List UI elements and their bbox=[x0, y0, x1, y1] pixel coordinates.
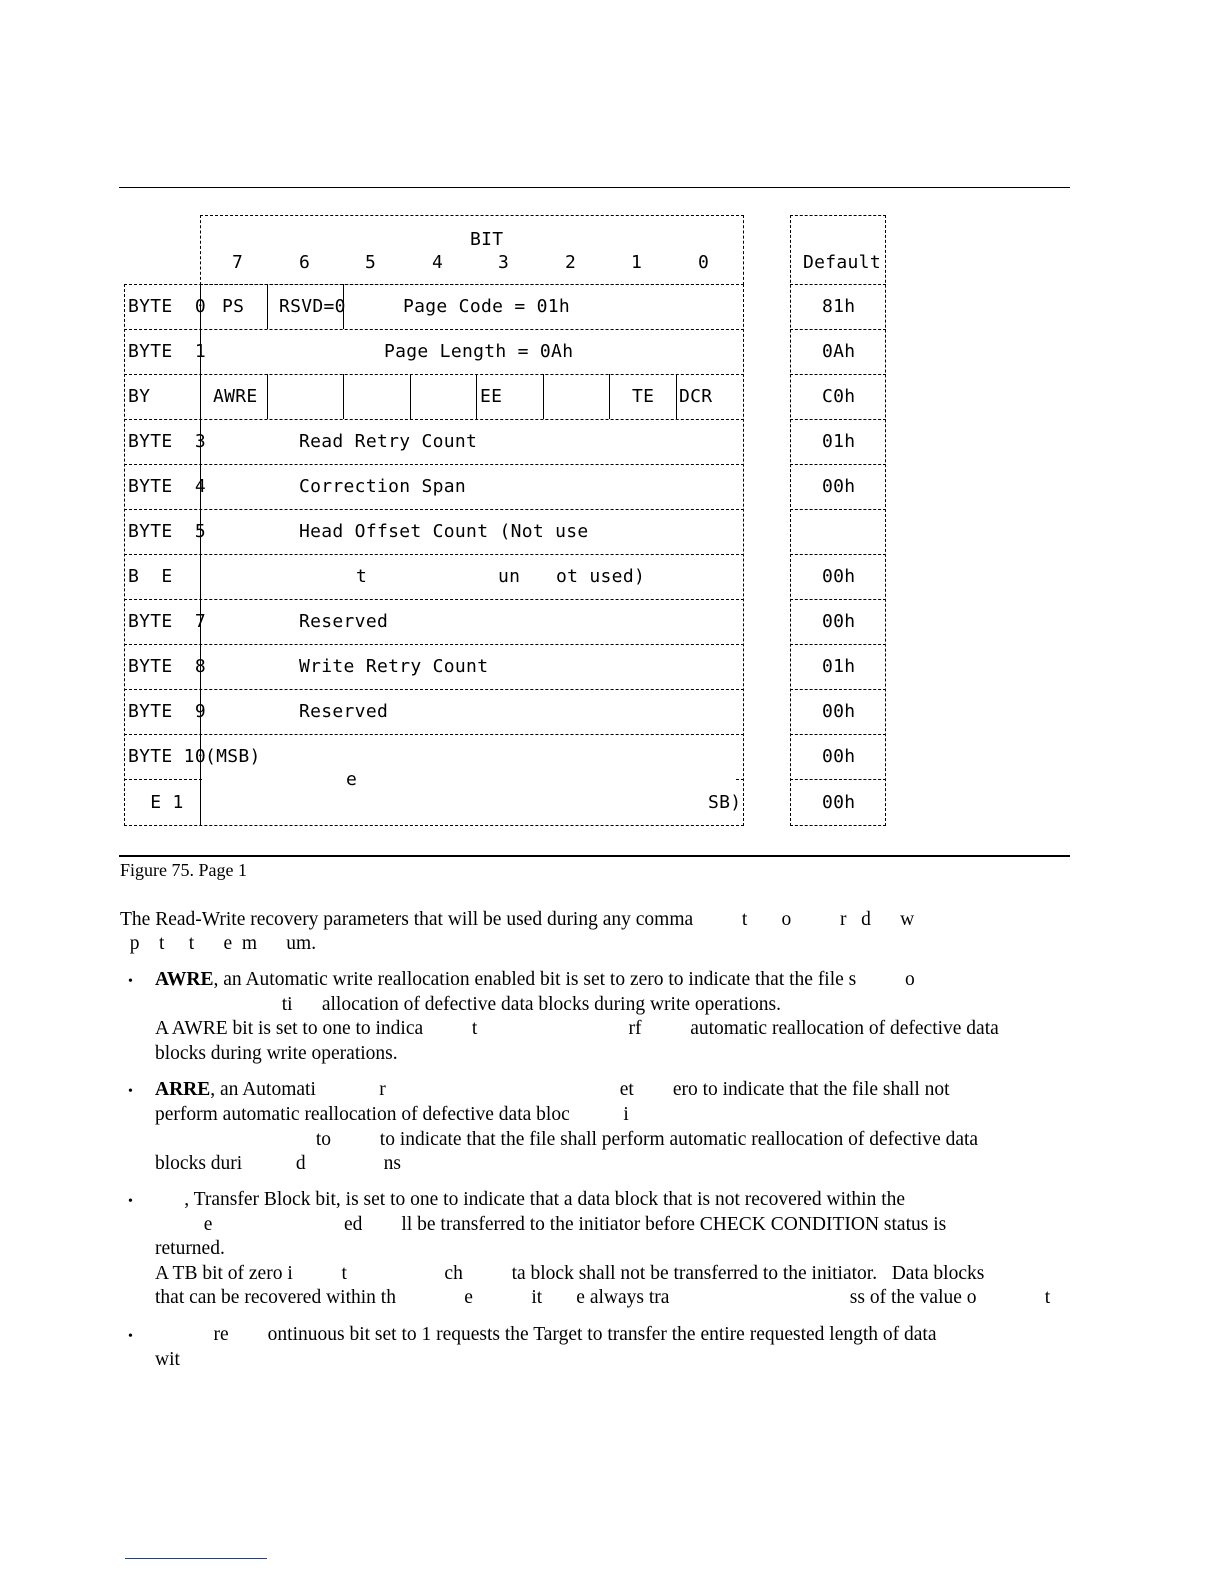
cell-divider bbox=[267, 374, 268, 419]
bullet-text: blocks during write operations. bbox=[155, 1043, 398, 1064]
byte-label: BYTE 8 bbox=[128, 656, 206, 677]
byte-label: BYTE 10 bbox=[128, 746, 206, 767]
rsvd-field: RSVD=0 bbox=[279, 296, 346, 317]
msb-marker: (MSB) bbox=[205, 746, 261, 767]
default-divider bbox=[790, 689, 886, 690]
bullet-text: A TB bit of zero i t ch ta block shall not be transferred to the initiator. Data blocks bbox=[155, 1263, 985, 1284]
bit-number: 2 bbox=[565, 252, 577, 273]
figure-caption: Figure 75. Page 1 bbox=[120, 860, 247, 880]
correction-span-field: Correction Span bbox=[299, 476, 467, 497]
reserved-field: Reserved bbox=[299, 701, 389, 722]
default-value: 00h bbox=[822, 476, 856, 497]
bullet-text: e ed ll be transferred to the initiator before CHECK CONDITION status is bbox=[155, 1214, 947, 1235]
bit-number: 3 bbox=[498, 252, 510, 273]
default-divider bbox=[790, 284, 886, 285]
bit-number: 0 bbox=[698, 252, 710, 273]
head-offset-field: Head Offset Count (Not use bbox=[299, 521, 589, 542]
default-divider bbox=[790, 419, 886, 420]
bit-number: 1 bbox=[631, 252, 643, 273]
row-divider bbox=[124, 554, 744, 555]
byte-label: BYTE 9 bbox=[128, 701, 206, 722]
default-value: 00h bbox=[822, 701, 856, 722]
byte-label: BYTE 4 bbox=[128, 476, 206, 497]
bullet-text: returned. bbox=[155, 1238, 225, 1259]
row6-fragment: t bbox=[356, 566, 368, 587]
reserved-field: Reserved bbox=[299, 611, 389, 632]
bit-number: 7 bbox=[232, 252, 244, 273]
read-retry-count-field: Read Retry Count bbox=[299, 431, 478, 452]
row-divider bbox=[124, 509, 744, 510]
bullet-dot: • bbox=[128, 974, 133, 989]
term-arre: ARRE bbox=[155, 1079, 211, 1100]
bullet-text: re ontinuous bit set to 1 requests the Target to transfer the entire requested length of data bbox=[155, 1324, 937, 1345]
byte-label: BYTE 3 bbox=[128, 431, 206, 452]
cell-divider bbox=[676, 374, 677, 419]
row-divider bbox=[124, 419, 744, 420]
dcr-field: DCR bbox=[679, 386, 713, 407]
label-column-divider bbox=[200, 284, 201, 826]
intro-line: The Read-Write recovery parameters that will be used during any comma t o r d w bbox=[120, 909, 915, 930]
write-retry-count-field: Write Retry Count bbox=[299, 656, 489, 677]
bullet-text: wit bbox=[155, 1349, 180, 1370]
row-divider bbox=[124, 599, 744, 600]
row6-fragment: un bbox=[498, 566, 521, 587]
default-divider bbox=[790, 329, 886, 330]
byte-label: E 1 bbox=[128, 792, 184, 813]
row-divider bbox=[124, 689, 744, 690]
row-divider bbox=[124, 329, 744, 330]
default-value: 00h bbox=[822, 611, 856, 632]
default-value: 00h bbox=[822, 792, 856, 813]
default-divider bbox=[790, 599, 886, 600]
bit-header-box bbox=[200, 215, 744, 285]
default-heading: Default bbox=[803, 252, 881, 273]
ps-field: PS bbox=[222, 296, 245, 317]
cell-divider bbox=[343, 374, 344, 419]
row-divider bbox=[124, 779, 202, 780]
default-value: 0Ah bbox=[822, 341, 856, 362]
cell-divider bbox=[609, 374, 610, 419]
cell-divider bbox=[476, 374, 477, 419]
default-value: 01h bbox=[822, 431, 856, 452]
default-divider bbox=[790, 554, 886, 555]
default-divider bbox=[790, 779, 886, 780]
default-divider bbox=[790, 644, 886, 645]
bullet-text: , an Automati r et ero to indicate that the file shall not bbox=[210, 1079, 950, 1100]
term-awre: AWRE bbox=[155, 969, 214, 990]
bullet-text: A AWRE bit is set to one to indica t rf automatic reallocation of defective data bbox=[155, 1018, 999, 1039]
bullet-arre-line bbox=[155, 1078, 1085, 1103]
default-value: 81h bbox=[822, 296, 856, 317]
bullet-text: ti allocation of defective data blocks during write operations. bbox=[155, 994, 782, 1015]
top-rule bbox=[119, 187, 1070, 188]
row-divider bbox=[124, 374, 744, 375]
row6-fragment: ot used) bbox=[556, 566, 646, 587]
lsb-marker: SB) bbox=[708, 792, 742, 813]
awre-field: AWRE bbox=[213, 386, 258, 407]
bit-number: 4 bbox=[432, 252, 444, 273]
bullet-text: , Transfer Block bit, is set to one to indicate that a data block that is not recovered within the bbox=[155, 1189, 906, 1210]
bullet-text: that can be recovered within th e it e always tra ss of the value o t bbox=[155, 1287, 1051, 1308]
figure-bottom-rule bbox=[119, 855, 1070, 857]
cell-divider bbox=[410, 374, 411, 419]
bullet-text: , an Automatic write reallocation enabled bit is set to zero to indicate that the file s o bbox=[213, 969, 915, 990]
bullet-text: perform automatic reallocation of defective data bloc i bbox=[155, 1104, 629, 1125]
page-length-field: Page Length = 0Ah bbox=[384, 341, 574, 362]
bullet-dot: • bbox=[128, 1084, 133, 1099]
row10-fragment: e bbox=[346, 769, 358, 790]
byte-table-box bbox=[124, 284, 744, 826]
byte-label: BYTE 1 bbox=[128, 341, 206, 362]
intro-line: p t t e m um. bbox=[120, 933, 317, 954]
default-divider bbox=[790, 734, 886, 735]
bit-heading: BIT bbox=[470, 229, 504, 250]
bullet-awre-line bbox=[155, 968, 1085, 993]
cell-divider bbox=[543, 374, 544, 419]
default-divider bbox=[790, 374, 886, 375]
byte-label: BYTE 7 bbox=[128, 611, 206, 632]
ee-field: EE bbox=[480, 386, 503, 407]
row-divider bbox=[124, 734, 744, 735]
row-divider bbox=[124, 644, 744, 645]
cell-divider bbox=[267, 284, 268, 329]
te-field: TE bbox=[632, 386, 655, 407]
byte-label: BYTE 0 bbox=[128, 296, 206, 317]
bullet-dot: • bbox=[128, 1194, 133, 1209]
default-divider bbox=[790, 509, 886, 510]
byte-label: BYTE 5 bbox=[128, 521, 206, 542]
bullet-text: to to indicate that the file shall perform automatic reallocation of defective data bbox=[155, 1129, 979, 1150]
bit-number: 6 bbox=[299, 252, 311, 273]
bullet-dot: • bbox=[128, 1329, 133, 1344]
row-divider-stub bbox=[736, 779, 744, 780]
byte-label: B E bbox=[128, 566, 173, 587]
footer-link-underline[interactable] bbox=[125, 1558, 267, 1559]
default-value: C0h bbox=[822, 386, 856, 407]
default-value: 00h bbox=[822, 746, 856, 767]
default-divider bbox=[790, 464, 886, 465]
byte-label: BY bbox=[128, 386, 151, 407]
bit-number: 5 bbox=[365, 252, 377, 273]
page-code-field: Page Code = 01h bbox=[403, 296, 571, 317]
default-value: 01h bbox=[822, 656, 856, 677]
row-divider bbox=[124, 464, 744, 465]
bullet-text: blocks duri d ns bbox=[155, 1153, 401, 1174]
default-value: 00h bbox=[822, 566, 856, 587]
